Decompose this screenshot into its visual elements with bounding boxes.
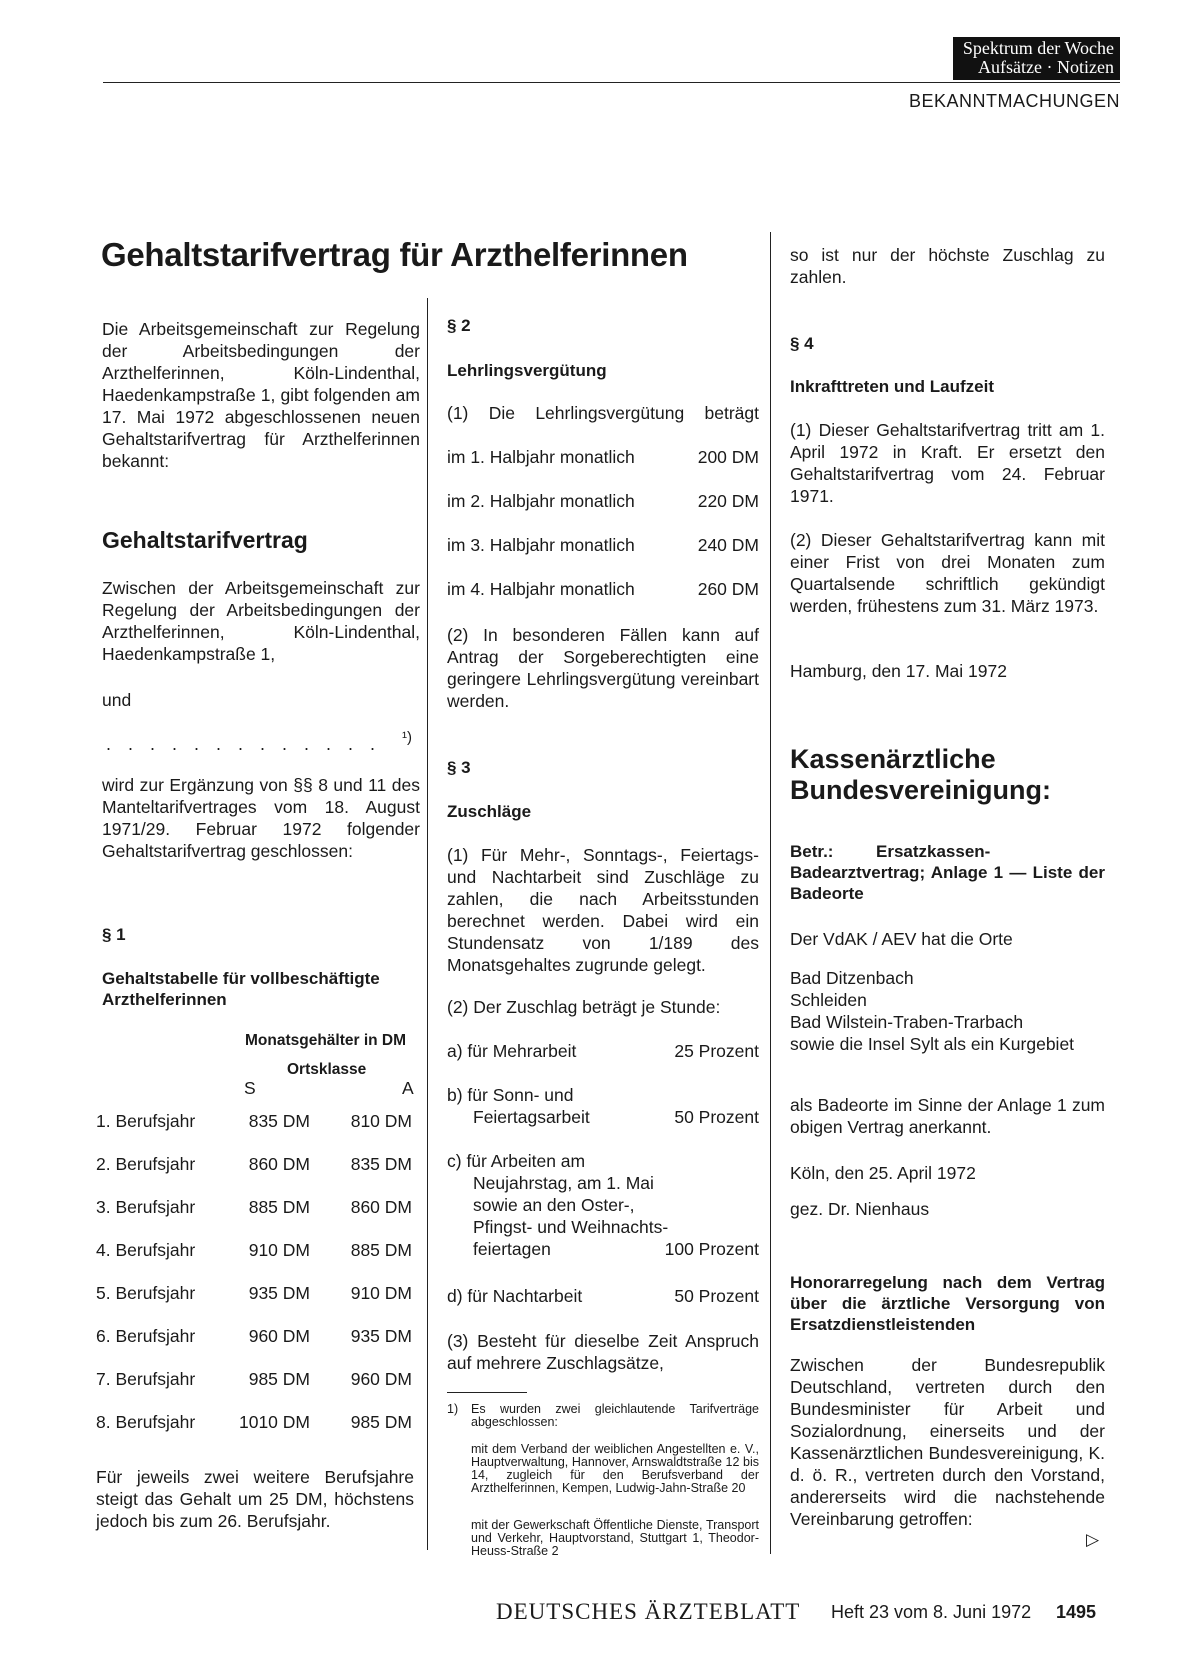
spa-item: sowie die Insel Sylt als ein Kurgebiet <box>790 1034 1075 1054</box>
salary-a-cell: 960 DM <box>350 1369 412 1389</box>
salary-a-cell: 835 DM <box>350 1154 412 1174</box>
year-cell: 2. Berufsjahr <box>96 1154 196 1174</box>
halfyear-amount: 260 DM <box>697 579 759 599</box>
spa-list <box>790 967 1105 1055</box>
surcharge-a <box>447 1040 759 1062</box>
salary-s-cell: 885 DM <box>248 1197 310 1217</box>
section-3-para-2: (2) Der Zuschlag beträgt je Stunde: <box>447 997 721 1017</box>
surcharge-b-label-1: b) für Sonn- und <box>447 1085 574 1105</box>
surcharge-d-label: d) für Nachtarbeit <box>447 1286 583 1306</box>
recognition-text: als Badeorte im Sinne der Anlage 1 zum obigen Vertrag anerkannt. <box>790 1095 1105 1137</box>
contract-subtitle: Gehaltstarifvertrag <box>102 527 308 553</box>
section-1-label: § 1 <box>102 925 126 944</box>
vdak-text: Der VdAK / AEV hat die Orte <box>790 929 1013 949</box>
year-cell: 5. Berufsjahr <box>96 1283 196 1303</box>
surcharge-c-label-4: Pfingst- und Weihnachts- <box>473 1217 669 1237</box>
page-title: Gehaltstarifvertrag für Arzthelferinnen <box>101 236 688 273</box>
kbv-heading <box>790 744 1051 806</box>
surcharge-d <box>447 1285 759 1307</box>
agreement-paragraph: wird zur Ergänzung von §§ 8 und 11 des Manteltarifvertrages vom 18. August 1971/29. Februar 1972 folgender Gehaltstarifvertrag geschlossen: <box>102 775 420 861</box>
section-4-label: § 4 <box>790 334 814 353</box>
kbv-heading-line-1: Kassenärztliche <box>790 744 996 774</box>
spa-item: Schleiden <box>790 990 867 1010</box>
betr-label: Betr.: <box>790 842 834 861</box>
column-header-s: S <box>244 1078 256 1098</box>
betr-text: Ersatzkassen-Badearztvertrag; Anlage 1 — Liste der Badeorte <box>790 842 1105 903</box>
salary-a-cell: 860 DM <box>350 1197 412 1217</box>
section-3-para-1: (1) Für Mehr-, Sonntags-, Feiertags- und Nachtarbeit sind Zuschläge zu zahlen, die nach Arbeitsstunden berechnet werden. Dabei wird ein Stundensatz von 1/189 des Monatsgehaltes zugrunde gelegt. <box>447 845 759 975</box>
salary-s-cell: 1010 DM <box>238 1412 310 1432</box>
table-row <box>96 1239 412 1261</box>
footnote-text-3: mit der Gewerkschaft Öffentliche Dienste, Transport und Verkehr, Hauptvorstand, Stuttgart 1, Theodor-Heuss-Straße 2 <box>471 1518 759 1558</box>
halfyear-amount: 240 DM <box>697 535 759 555</box>
place-date-koeln: Köln, den 25. April 1972 <box>790 1163 976 1183</box>
page-number: 1495 <box>1056 1602 1097 1622</box>
section-4-para-1: (1) Dieser Gehaltstarifvertrag tritt am 1. April 1972 in Kraft. Er ersetzt den Gehaltstarifvertrag vom 24. Februar 1971. <box>790 420 1105 506</box>
salary-s-cell: 910 DM <box>248 1240 310 1260</box>
section-3-label: § 3 <box>447 758 471 777</box>
kbv-heading-line-2: Bundesvereinigung: <box>790 775 1052 805</box>
surcharge-d-value: 50 Prozent <box>674 1286 759 1306</box>
journal-name: DEUTSCHES ÄRZTEBLATT <box>496 1599 801 1624</box>
section-3-continuation: so ist nur der höchste Zuschlag zu zahlen. <box>790 245 1105 287</box>
table-row <box>96 1153 412 1175</box>
section-4-title: Inkrafttreten und Laufzeit <box>790 377 995 396</box>
continue-arrow-icon: ▷ <box>1086 1530 1100 1549</box>
badge-line-2: Aufsätze · Notizen <box>978 57 1114 77</box>
year-cell: 4. Berufsjahr <box>96 1240 196 1260</box>
table-row <box>96 1325 412 1347</box>
footnote-mark: ¹) <box>402 729 412 746</box>
year-cell: 7. Berufsjahr <box>96 1369 196 1389</box>
footnote-number: 1) <box>447 1402 459 1416</box>
place-date-hamburg: Hamburg, den 17. Mai 1972 <box>790 661 1007 681</box>
halfyear-label: im 2. Halbjahr monatlich <box>447 491 635 511</box>
salary-a-cell: 935 DM <box>350 1326 412 1346</box>
surcharge-a-value: 25 Prozent <box>674 1041 759 1061</box>
betr-block <box>790 841 1105 904</box>
signature-text: gez. Dr. Nienhaus <box>790 1199 930 1219</box>
parties-paragraph: Zwischen der Arbeitsgemeinschaft zur Regelung der Arbeitsbedingungen der Arzthelferinnen, Köln-Lindenthal, Haedenkampstraße 1, <box>102 578 420 664</box>
issue-info: Heft 23 vom 8. Juni 1972 <box>831 1602 1032 1622</box>
surcharge-c-label-2: Neujahrstag, am 1. Mai <box>473 1173 654 1193</box>
surcharge-c <box>447 1150 759 1260</box>
closing-paragraph: Für jeweils zwei weitere Berufsjahre steigt das Gehalt um 25 DM, höchstens jedoch bis zum 26. Berufsjahr. <box>96 1467 414 1531</box>
table-row <box>96 1368 412 1390</box>
salary-table-subheading: Ortsklasse <box>287 1061 367 1078</box>
list-item <box>447 446 759 468</box>
surcharge-c-label-5: feiertagen <box>473 1239 551 1259</box>
surcharge-b <box>447 1084 759 1128</box>
section-2-para-2: (2) In besonderen Fällen kann auf Antrag der Sorgeberechtigten eine geringere Lehrlingsvergütung vereinbart werden. <box>447 625 759 711</box>
surcharge-b-label-2: Feiertagsarbeit <box>473 1107 590 1127</box>
salary-s-cell: 835 DM <box>248 1111 310 1131</box>
salary-a-cell: 810 DM <box>350 1111 412 1131</box>
halfyear-label: im 1. Halbjahr monatlich <box>447 447 635 467</box>
section-2-title: Lehrlingsvergütung <box>447 361 607 380</box>
surcharge-c-value: 100 Prozent <box>664 1239 759 1259</box>
table-row <box>96 1282 412 1304</box>
section-badge <box>953 37 1120 80</box>
intro-paragraph: Die Arbeitsgemeinschaft zur Regelung der Arbeitsbedingungen der Arzthelferinnen, Köln-Lindenthal, Haedenkampstraße 1, gibt folgenden am 17. Mai 1972 abgeschlossenen neuen Gehaltstarifvertrag für Arzthelferinnen bekannt: <box>102 319 420 471</box>
footnote-text-2: mit dem Verband der weiblichen Angestellten e. V., Hauptverwaltung, Hannover, Arnswaldtstraße 12 bis 14, zugleich für den Berufsverband der Arzthelferinnen, Kempen, Ludwig-Jahn-Straße 20 <box>471 1442 759 1495</box>
section-label: BEKANNTMACHUNGEN <box>908 91 1120 111</box>
list-item <box>447 534 759 556</box>
section-2-para-1: (1) Die Lehrlingsvergütung beträgt <box>447 403 759 423</box>
halfyear-amount: 200 DM <box>697 447 759 467</box>
section-3-para-3: (3) Besteht für dieselbe Zeit Anspruch auf mehrere Zuschlagsätze, <box>447 1331 759 1373</box>
salary-a-cell: 910 DM <box>350 1283 412 1303</box>
salary-s-cell: 860 DM <box>248 1154 310 1174</box>
year-cell: 3. Berufsjahr <box>96 1197 196 1217</box>
footnote-text-1: Es wurden zwei gleichlautende Tarifverträge abgeschlossen: <box>471 1402 759 1429</box>
salary-a-cell: 885 DM <box>350 1240 412 1260</box>
year-cell: 1. Berufsjahr <box>96 1111 196 1131</box>
header-rule <box>103 82 1120 83</box>
column-header-a: A <box>402 1078 414 1098</box>
section-4-para-2: (2) Dieser Gehaltstarifvertrag kann mit einer Frist von drei Monaten zum Quartalsende schriftlich gekündigt werden, frühestens zum 31. März 1973. <box>790 530 1105 616</box>
salary-s-cell: 985 DM <box>248 1369 310 1389</box>
und-text: und <box>102 690 132 710</box>
table-row <box>96 1411 412 1433</box>
column-divider-2 <box>770 232 771 1554</box>
table-row <box>96 1196 412 1218</box>
section-3-title: Zuschläge <box>447 802 532 821</box>
surcharge-c-label-3: sowie an den Oster-, <box>473 1195 635 1215</box>
table-row <box>96 1110 412 1132</box>
halfyear-amount: 220 DM <box>697 491 759 511</box>
section-1-title: Gehaltstabelle für vollbeschäftigte Arzthelferinnen <box>102 969 380 1009</box>
spa-item: Bad Wilstein-Traben-Trarbach <box>790 1012 1024 1032</box>
badge-line-1: Spektrum der Woche <box>962 38 1114 58</box>
fee-regulation-title: Honorarregelung nach dem Vertrag über die ärztliche Versorgung von Ersatzdienstleistenden <box>790 1273 1105 1334</box>
spa-item: Bad Ditzenbach <box>790 968 914 988</box>
salary-s-cell: 935 DM <box>248 1283 310 1303</box>
section-2-label: § 2 <box>447 316 471 335</box>
salary-table-heading: Monatsgehälter in DM <box>245 1032 407 1049</box>
surcharge-a-label: a) für Mehrarbeit <box>447 1041 577 1061</box>
halfyear-label: im 3. Halbjahr monatlich <box>447 535 635 555</box>
surcharge-b-value: 50 Prozent <box>674 1107 759 1127</box>
halfyear-label: im 4. Halbjahr monatlich <box>447 579 635 599</box>
list-item <box>447 578 759 600</box>
list-item <box>447 490 759 512</box>
surcharge-c-label-1: c) für Arbeiten am <box>447 1151 586 1171</box>
salary-s-cell: 960 DM <box>248 1326 310 1346</box>
omission-dots: . . . . . . . . . . . . . <box>106 734 382 754</box>
fee-regulation-text: Zwischen der Bundesrepublik Deutschland, vertreten durch den Bundesminister für Arbeit und Sozialordnung, einerseits und der Kassenärztlichen Bundesvereinigung, K. d. ö. R., vertreten durch den Vorstand, andererseits wird die nachstehende Vereinbarung getroffen: <box>790 1355 1105 1529</box>
salary-a-cell: 985 DM <box>350 1412 412 1432</box>
year-cell: 8. Berufsjahr <box>96 1412 196 1432</box>
column-divider-1 <box>427 298 428 1550</box>
footnote-rule <box>447 1392 527 1393</box>
year-cell: 6. Berufsjahr <box>96 1326 196 1346</box>
